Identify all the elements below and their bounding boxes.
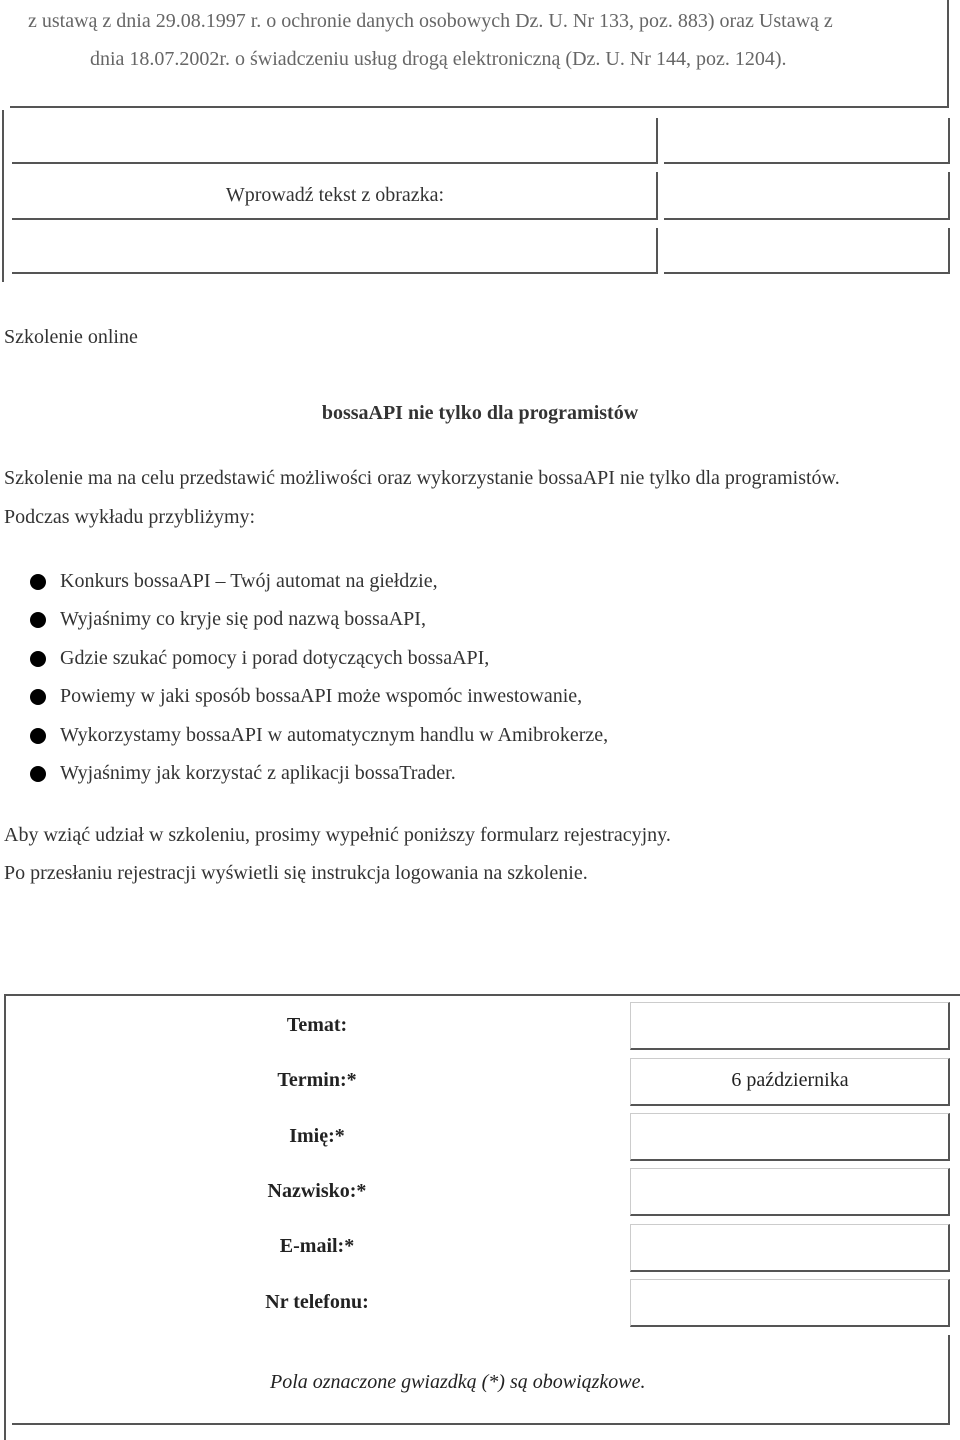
captcha-row-cell	[12, 228, 658, 274]
captcha-frame-left-border	[2, 110, 4, 282]
form-label-first-name: Imię:*	[289, 1125, 345, 1147]
topic-input[interactable]	[630, 1002, 950, 1050]
list-item: Gdzie szukać pomocy i porad dotyczących bossaAPI,	[30, 639, 608, 677]
top-frame-bottom-border	[10, 106, 949, 108]
list-item: Powiemy w jaki sposób bossaAPI może wspomóc inwestowanie,	[30, 677, 608, 715]
bullet-icon	[30, 766, 46, 782]
captcha-image-box-right	[664, 118, 950, 164]
bullet-icon	[30, 574, 46, 590]
consent-text-line2: dnia 18.07.2002r. o świadczeniu usług drogą elektroniczną (Dz. U. Nr 144, poz. 1204).	[90, 48, 787, 70]
form-frame-top-border	[4, 994, 960, 996]
email-input[interactable]	[630, 1224, 950, 1272]
list-item: Wykorzystamy bossaAPI w automatycznym handlu w Amibrokerze,	[30, 716, 608, 754]
list-item: Wyjaśnimy co kryje się pod nazwą bossaAPI,	[30, 600, 608, 638]
training-title: bossaAPI nie tylko dla programistów	[321, 402, 639, 424]
captcha-image-box	[12, 118, 658, 164]
captcha-row-cell-right	[664, 228, 950, 274]
intro-paragraph-line2: Podczas wykładu przybliżymy:	[4, 506, 256, 528]
bullet-icon	[30, 651, 46, 667]
consent-text-line1: z ustawą z dnia 29.08.1997 r. o ochronie danych osobowych Dz. U. Nr 133, poz. 883) oraz Ustawą z	[28, 10, 833, 32]
bullet-icon	[30, 612, 46, 628]
bullet-icon	[30, 728, 46, 744]
form-frame-left-border	[4, 994, 6, 1440]
captcha-label: Wprowadź tekst z obrazka:	[225, 184, 445, 206]
form-label-topic: Temat:	[286, 1014, 348, 1036]
required-fields-note: Pola oznaczone gwiazdką (*) są obowiązkowe.	[270, 1371, 646, 1393]
phone-input[interactable]	[630, 1279, 950, 1327]
form-label-date: Termin:*	[277, 1069, 357, 1091]
form-label-last-name: Nazwisko:*	[267, 1180, 367, 1202]
registration-cta-line2: Po przesłaniu rejestracji wyświetli się instrukcja logowania na szkolenie.	[4, 862, 588, 884]
last-name-input[interactable]	[630, 1168, 950, 1216]
registration-cta-line1: Aby wziąć udział w szkoleniu, prosimy wypełnić poniższy formularz rejestracyjny.	[4, 824, 671, 846]
list-item: Konkurs bossaAPI – Twój automat na giełdzie,	[30, 562, 608, 600]
topics-list	[30, 562, 608, 792]
top-frame-right-border	[947, 0, 949, 108]
first-name-input[interactable]	[630, 1113, 950, 1161]
list-item: Wyjaśnimy jak korzystać z aplikacji bossaTrader.	[30, 754, 608, 792]
form-label-email: E-mail:*	[279, 1235, 355, 1257]
captcha-input[interactable]	[664, 172, 950, 220]
intro-paragraph-line1: Szkolenie ma na celu przedstawić możliwości oraz wykorzystanie bossaAPI nie tylko dla programistów.	[4, 467, 840, 489]
bullet-icon	[30, 689, 46, 705]
section-label: Szkolenie online	[4, 326, 138, 348]
form-label-phone: Nr telefonu:	[265, 1291, 369, 1313]
date-select-value: 6 października	[731, 1069, 849, 1091]
